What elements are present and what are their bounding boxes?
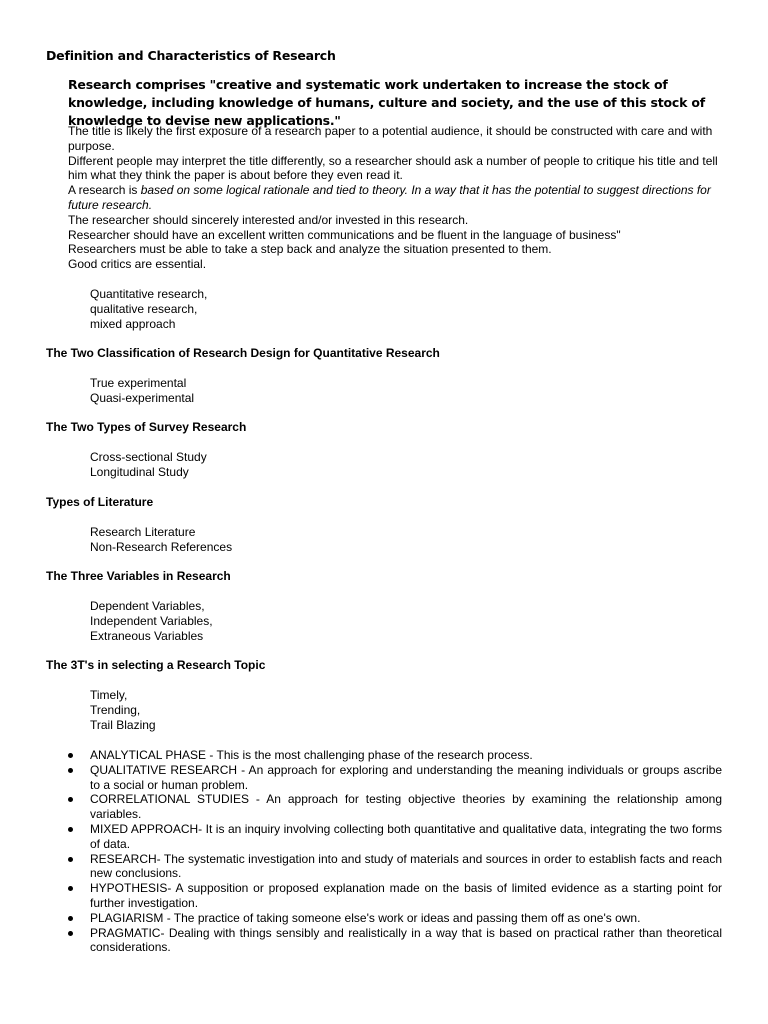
bullet-icon xyxy=(68,857,73,862)
bullet-icon xyxy=(68,768,73,773)
list-item: Trail Blazing xyxy=(90,717,156,732)
list-item: Trending, xyxy=(90,702,141,717)
section-list xyxy=(90,599,213,643)
list-item: Research Literature xyxy=(90,525,196,539)
paragraph-text: A research is xyxy=(68,183,141,198)
definition-text: PRAGMATIC- Dealing with things sensibly and realistically in a way that is based on practical rather than theoretical considerations. xyxy=(90,925,722,955)
definition-text: PLAGIARISM - The practice of taking someone else's work or ideas and passing them off as one's own. xyxy=(90,910,641,925)
list-item: Quasi-experimental xyxy=(90,390,195,405)
definition-text: HYPOTHESIS- A supposition or proposed explanation made on the basis of limited evidence as a starting point for further investigation. xyxy=(90,881,722,910)
list-item: Dependent Variables, xyxy=(90,599,205,613)
list-item: qualitative research, xyxy=(90,301,198,316)
list-item: Quantitative research, xyxy=(90,287,208,301)
list-item xyxy=(68,748,722,763)
research-definition-quote: Research comprises "creative and systematic work undertaken to increase the stock of knowledge, including knowledge of humans, culture and society, and the use of this stock of knowledge to devise new applications." xyxy=(68,77,705,128)
section-heading: The 3T's in selecting a Research Topic xyxy=(46,658,266,672)
section-list xyxy=(90,525,232,555)
characteristics-paragraph xyxy=(68,124,728,272)
list-item xyxy=(68,822,722,852)
paragraph-line: The researcher should sincerely interested and/or invested in this research. xyxy=(68,212,469,227)
paragraph-line: Different people may interpret the title differently, so a researcher should ask a number of people to critique his title and tell him what they think the paper is about before they even read it. xyxy=(68,153,718,183)
list-item xyxy=(68,852,722,882)
list-item: Cross-sectional Study xyxy=(90,450,207,464)
bullet-icon xyxy=(68,931,73,936)
section-list xyxy=(90,688,156,732)
paragraph-italic-text: based on some logical rationale and tied to theory. In a way that it has the potential to suggest directions for future research. xyxy=(68,183,711,212)
list-item xyxy=(68,881,722,911)
bullet-icon xyxy=(68,916,73,921)
section-heading: The Three Variables in Research xyxy=(46,569,231,583)
list-item xyxy=(68,763,722,793)
bullet-icon xyxy=(68,827,73,832)
paragraph-line: The title is likely the first exposure of a research paper to a potential audience, it should be constructed with care and with purpose. xyxy=(68,124,713,153)
list-item: Longitudinal Study xyxy=(90,464,189,479)
bullet-icon xyxy=(68,797,73,802)
definition-text: ANALYTICAL PHASE - This is the most challenging phase of the research process. xyxy=(90,748,533,762)
section-list xyxy=(90,376,194,406)
list-item xyxy=(68,792,722,822)
section-heading: Types of Literature xyxy=(46,495,154,509)
definitions-list xyxy=(68,748,722,955)
list-item: mixed approach xyxy=(90,316,176,331)
definition-text: MIXED APPROACH- It is an inquiry involving collecting both quantitative and qualitative data, integrating the two forms of data. xyxy=(90,821,722,851)
paragraph-line: Good critics are essential. xyxy=(68,257,207,272)
section-heading: The Two Classification of Research Design for Quantitative Research xyxy=(46,346,440,360)
list-item xyxy=(68,926,722,956)
list-item xyxy=(68,911,722,926)
document-heading: Definition and Characteristics of Research xyxy=(46,48,336,63)
bullet-icon xyxy=(68,886,73,891)
paragraph-line xyxy=(68,183,728,213)
paragraph-line: Researchers must be able to take a step back and analyze the situation presented to them. xyxy=(68,242,552,257)
list-item: Independent Variables, xyxy=(90,613,213,628)
definition-text: RESEARCH- The systematic investigation into and study of materials and sources in order to establish facts and reach new conclusions. xyxy=(90,851,722,881)
approaches-list xyxy=(90,287,207,331)
definition-text: QUALITATIVE RESEARCH - An approach for exploring and understanding the meaning individuals or groups ascribe to a social or human problem. xyxy=(90,762,722,792)
bullet-icon xyxy=(68,753,73,758)
list-item: Extraneous Variables xyxy=(90,628,204,643)
section-heading: The Two Types of Survey Research xyxy=(46,420,247,434)
paragraph-line: Researcher should have an excellent written communications and be fluent in the language of business" xyxy=(68,227,621,242)
list-item: Non-Research References xyxy=(90,539,233,554)
list-item: Timely, xyxy=(90,688,128,702)
list-item: True experimental xyxy=(90,376,187,390)
definition-text: CORRELATIONAL STUDIES - An approach for testing objective theories by examining the relationship among variables. xyxy=(90,792,722,822)
section-list xyxy=(90,450,207,480)
